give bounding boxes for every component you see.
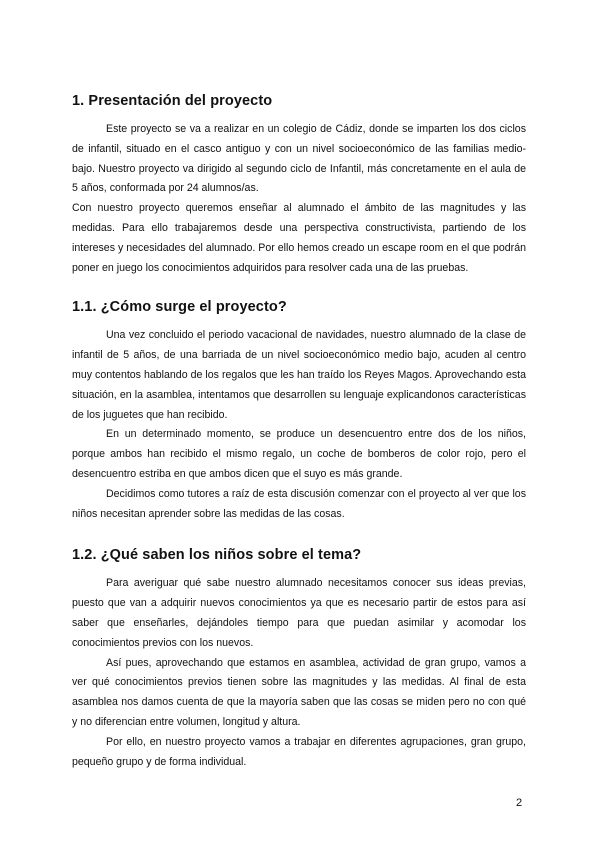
paragraph: Así pues, aprovechando que estamos en asamblea, actividad de gran grupo, vamos a ver qué conocimientos previos tienen sobre las magnitudes y las medidas. Al final de esta asamblea nos damos cuenta de que la mayoría saben que las cosas se miden pero no con qué y no diferencian entre volumen, longitud y altura. (72, 656, 526, 728)
paragraph: Para averiguar qué sabe nuestro alumnado necesitamos conocer sus ideas previas, puesto que van a adquirir nuevos conocimientos ya que es necesario partir de estos para así saber que enseñarles, dejándoles tiempo para que puedan asimilar y acomodar los conocimientos previos con los nuevos. (72, 577, 526, 649)
page-number: 2 (516, 797, 523, 809)
paragraph: En un determinado momento, se produce un desencuentro entre dos de los niños, porque ambos han recibido el mismo regalo, un coche de bomberos de color rojo, pero el desencuentro estriba en que ambos dicen que el suyo es más grande. (72, 428, 526, 480)
page-content (72, 92, 526, 772)
section-heading-que-saben: 1.2. ¿Qué saben los niños sobre el tema? (72, 547, 362, 564)
paragraph: Una vez concluido el periodo vacacional de navidades, nuestro alumnado de la clase de infantil de 5 años, de una barriada de un nivel socioeconómico medio bajo, acuden al centro muy contentos hablando de los regalos que les han traído los Reyes Magos. Aprovechando esta situación, en la asamblea, intentamos que desarrollen su lenguaje explicandonos características de los juguetes que han recibido. (72, 329, 526, 421)
section-heading-presentacion: 1. Presentación del proyecto (72, 93, 273, 109)
paragraph: Este proyecto se va a realizar en un colegio de Cádiz, donde se imparten los dos ciclos de infantil, situado en el casco antiguo y con un nivel socioeconómico de las familias medio-bajo. Nuestro proyecto va dirigido al segundo ciclo de Infantil, más concretamente en el aula de 5 años, conformada por 24 alumnos/as. (72, 123, 526, 195)
section-heading-como-surge: 1.1. ¿Cómo surge el proyecto? (72, 299, 287, 316)
paragraph: Decidimos como tutores a raíz de esta discusión comenzar con el proyecto al ver que los niños necesitan aprender sobre las medidas de las cosas. (72, 487, 526, 520)
paragraph: Con nuestro proyecto queremos enseñar al alumnado el ámbito de las magnitudes y las medidas. Para ello trabajaremos desde una perspectiva constructivista, partiendo de los intereses y necesidades del alumnado. Por ello hemos creado un escape room en el que podrán poner en juego los conocimientos adquiridos para resolver cada una de las pruebas. (72, 202, 526, 274)
paragraph: Por ello, en nuestro proyecto vamos a trabajar en diferentes agrupaciones, gran grupo, pequeño grupo y de forma individual. (72, 735, 526, 768)
